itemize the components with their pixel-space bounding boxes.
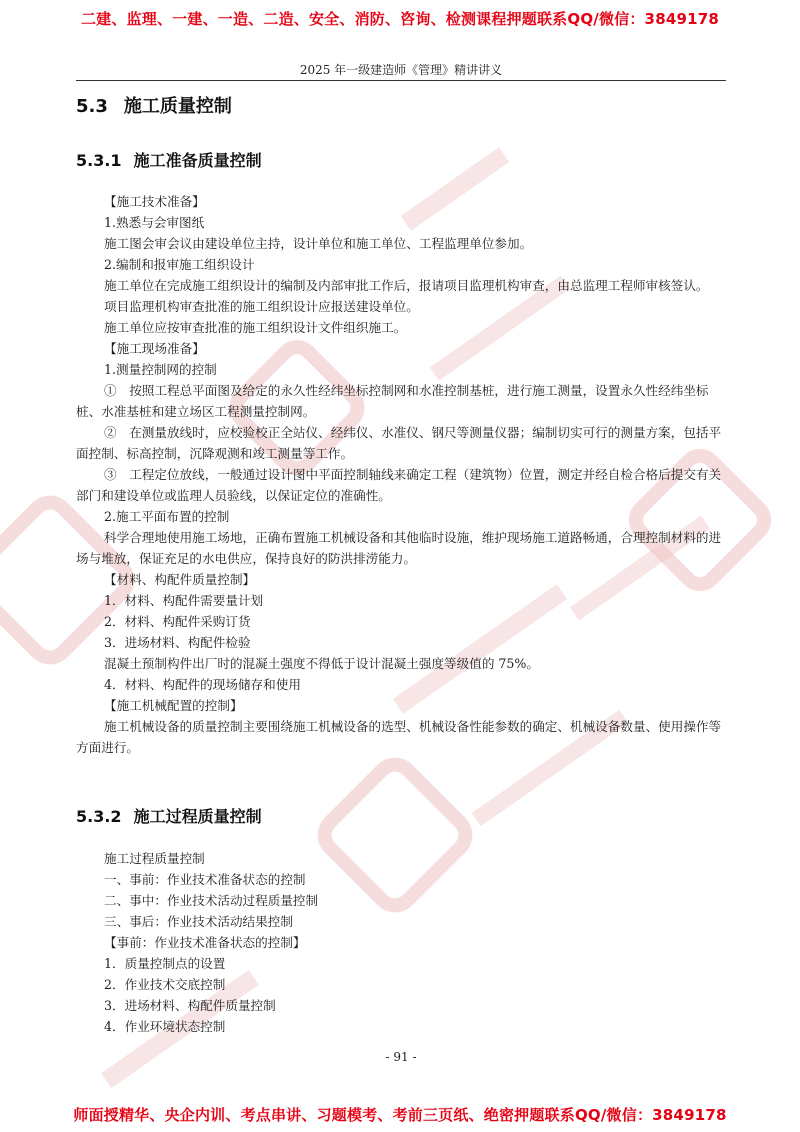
paragraph: ③ 工程定位放线，一般通过设计图中平面控制轴线来确定工程（建筑物）位置，测定并经自检合格后提交有关部门和建设单位或监理人员验线，以保证定位的准确性。 <box>76 467 722 503</box>
subsection-body-2 <box>76 848 726 1037</box>
section-title: 施工质量控制 <box>123 96 232 117</box>
paragraph: 1.测量控制网的控制 <box>104 362 217 377</box>
section-number: 5.3 <box>76 96 108 117</box>
paragraph: 1.熟悉与会审图纸 <box>104 215 205 230</box>
paragraph: 1．质量控制点的设置 <box>104 956 226 971</box>
subsection-number: 5.3.2 <box>76 807 122 826</box>
paragraph: 三、事后：作业技术活动结果控制 <box>104 914 293 929</box>
paragraph: 【材料、构配件质量控制】 <box>104 572 256 587</box>
paragraph: 科学合理地使用施工场地，正确布置施工机械设备和其他临时设施，维护现场施工道路畅通，合理控制材料的进场与堆放，保证充足的水电供应，保持良好的防洪排涝能力。 <box>76 530 722 566</box>
paragraph: 4．材料、构配件的现场储存和使用 <box>104 677 301 692</box>
subsection-body-1 <box>76 191 726 758</box>
paragraph: 施工图会审会议由建设单位主持，设计单位和施工单位、工程监理单位参加。 <box>104 236 533 251</box>
subsection-number: 5.3.1 <box>76 151 122 170</box>
header-rule <box>76 80 726 81</box>
top-promo-banner: 二建、监理、一建、一造、二造、安全、消防、咨询、检测课程押题联系QQ/微信：3849178 <box>80 10 720 28</box>
paragraph: 1．材料、构配件需要量计划 <box>104 593 264 608</box>
subsection-heading-2 <box>76 804 262 827</box>
paragraph: 施工机械设备的质量控制主要围绕施工机械设备的选型、机械设备性能参数的确定、机械设备数量、使用操作等方面进行。 <box>76 719 722 755</box>
paragraph: ② 在测量放线时，应校验校正全站仪、经纬仪、水准仪、钢尺等测量仪器；编制切实可行的测量方案，包括平面控制、标高控制，沉降观测和竣工测量等工作。 <box>76 425 722 461</box>
paragraph: 2.施工平面布置的控制 <box>104 509 230 524</box>
running-header: 2025 年一级建造师《管理》精讲讲义 <box>299 63 503 77</box>
subsection-title: 施工过程质量控制 <box>133 807 262 826</box>
paragraph: 二、事中：作业技术活动过程质量控制 <box>104 893 319 908</box>
page-number: - 91 - <box>385 1050 417 1064</box>
paragraph: 施工单位应按审查批准的施工组织设计文件组织施工。 <box>104 320 407 335</box>
subsection-heading-1 <box>76 148 262 171</box>
bottom-promo-banner: 师面授精华、央企内训、考点串讲、习题模考、考前三页纸、绝密押题联系QQ/微信：3849178 <box>73 1106 727 1124</box>
paragraph: 【施工现场准备】 <box>104 341 205 356</box>
paragraph: 3．进场材料、构配件检验 <box>104 635 251 650</box>
paragraph: 2．材料、构配件采购订货 <box>104 614 251 629</box>
paragraph: 施工单位在完成施工组织设计的编制及内部审批工作后，报请项目监理机构审查，由总监理工程师审核签认。 <box>104 278 709 293</box>
paragraph: 2．作业技术交底控制 <box>104 977 226 992</box>
paragraph: 一、事前：作业技术准备状态的控制 <box>104 872 306 887</box>
section-heading <box>76 92 232 118</box>
paragraph: ① 按照工程总平面图及给定的永久性经纬坐标控制网和水准控制基桩，进行施工测量，设置永久性经纬坐标桩、水准基桩和建立场区工程测量控制网。 <box>76 383 709 419</box>
paragraph: 【施工技术准备】 <box>104 194 205 209</box>
paragraph: 混凝土预制构件出厂时的混凝土强度不得低于设计混凝土强度等级值的 75%。 <box>104 656 539 671</box>
paragraph: 3．进场材料、构配件质量控制 <box>104 998 276 1013</box>
paragraph: 项目监理机构审查批准的施工组织设计应报送建设单位。 <box>104 299 419 314</box>
paragraph: 施工过程质量控制 <box>104 851 205 866</box>
paragraph: 2.编制和报审施工组织设计 <box>104 257 255 272</box>
paragraph: 4．作业环境状态控制 <box>104 1019 226 1034</box>
subsection-title: 施工准备质量控制 <box>133 151 262 170</box>
paragraph: 【事前：作业技术准备状态的控制】 <box>104 935 306 950</box>
paragraph: 【施工机械配置的控制】 <box>104 698 243 713</box>
